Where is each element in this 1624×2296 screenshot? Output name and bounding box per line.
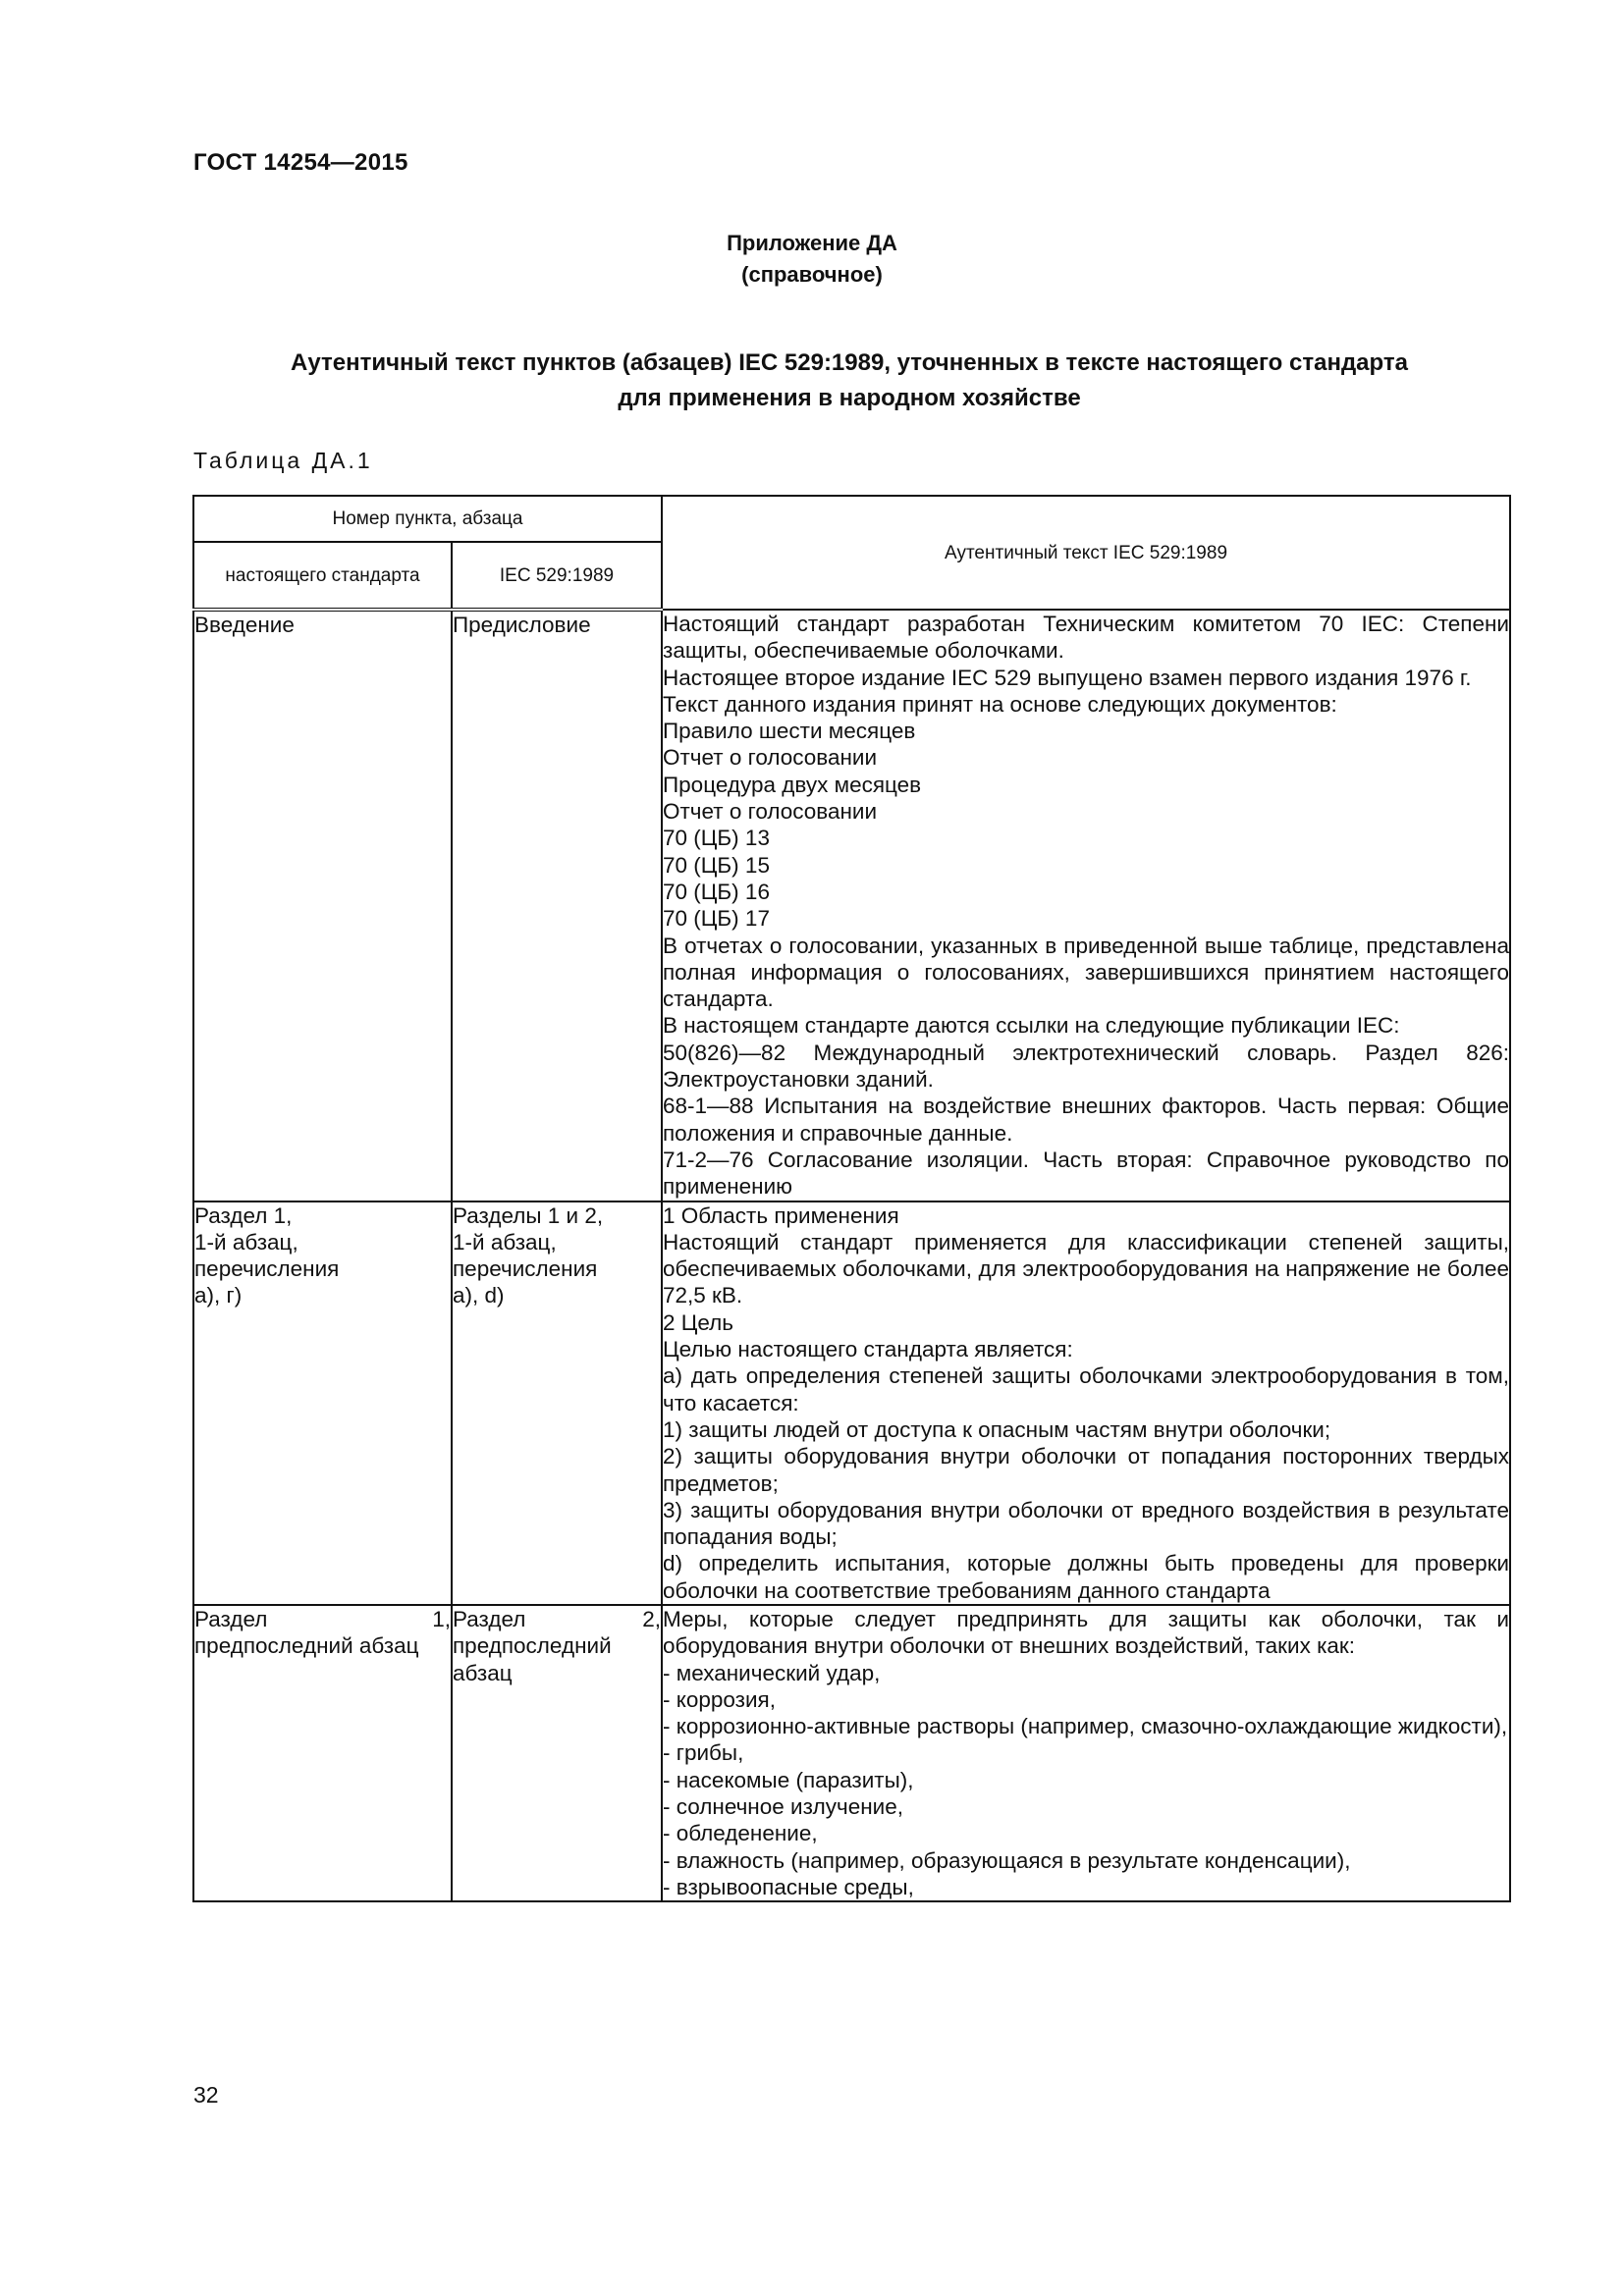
- page-number: 32: [193, 2082, 219, 2108]
- header-iec-cell: IEC 529:1989: [452, 542, 662, 610]
- header-this-standard-cell: настоящего стандарта: [193, 542, 452, 610]
- header-group-cell: Номер пункта, абзаца: [193, 496, 662, 542]
- row-2-this-standard: Раздел 1, 1-й абзац, перечисления а), г): [193, 1201, 452, 1605]
- document-id: ГОСТ 14254—2015: [193, 149, 408, 176]
- row-1-authentic-text: Настоящий стандарт разработан Техническим комитетом 70 IEC: Степени защиты, обеспечиваемые оболочками. Настоящее второе издание IEC 529 выпущено взамен первого издания 1976 г. Текст данного издания принят на основе следующих документов: Правило шести месяцев Отчет о голосовании Процедура двух месяцев Отчет о голосовании 70 (ЦБ) 13 70 (ЦБ) 15 70 (ЦБ) 16 70 (ЦБ) 17 В отчетах о голосовании, указанных в приведенной выше таблице, представлена полная информация о голосованиях, завершившихся принятием настоящего стандарта. В настоящем стандарте даются ссылки на следующие публикации IEC: 50(826)—82 Международный электротехнический словарь. Раздел 826: Электроустановки зданий. 68-1—88 Испытания на воздействие внешних факторов. Часть первая: Общие положения и справочные данные. 71-2—76 Согласование изоляции. Часть вторая: Справочное руководство по применению: [662, 610, 1510, 1201]
- appendix-heading: [0, 228, 1624, 291]
- row-3-authentic-text: Меры, которые следует предпринять для защиты как оболочки, так и оборудования внутри оболочки от внешних воздействий, таких как: - механический удар, - коррозия, - коррозионно-активные растворы (например, смазочно-охлаждающие жидкости), - грибы, - насекомые (паразиты), - солнечное излучение, - обледенение, - влажность (например, образующаяся в результате конденсации), - взрывоопасные среды,: [662, 1605, 1510, 1901]
- row-3-iec-clause: Раздел 2, предпоследний абзац: [452, 1605, 662, 1901]
- row-2-iec-clause: Разделы 1 и 2, 1-й абзац, перечисления a), d): [452, 1201, 662, 1605]
- row-1-this-standard: Введение: [193, 610, 452, 1201]
- row-2-authentic-text: 1 Область применения Настоящий стандарт применяется для классификации степеней защиты, обеспечиваемых оболочками, для электрооборудования на напряжение не более 72,5 кВ. 2 Цель Целью настоящего стандарта является: a) дать определения степеней защиты оболочками электрооборудования в том, что касается: 1) защиты людей от доступа к опасным частям внутри оболочки; 2) защиты оборудования внутри оболочки от попадания посторонних твердых предметов; 3) защиты оборудования внутри оболочки от вредного воздействия в результате попадания воды; d) определить испытания, которые должны быть проведены для проверки оболочки на соответствие требованиям данного стандарта: [662, 1201, 1510, 1605]
- table-row: [193, 1605, 1510, 1901]
- page-title: [187, 346, 1512, 416]
- appendix-type: (справочное): [741, 262, 883, 287]
- table-row: [193, 1201, 1510, 1605]
- page-title-line-1: Аутентичный текст пунктов (абзацев) IEC 529:1989, уточненных в тексте настоящего стандарта: [291, 349, 1408, 376]
- header-authentic-text-cell: Аутентичный текст IEC 529:1989: [662, 496, 1510, 610]
- table-caption: Таблица ДА.1: [193, 448, 373, 473]
- row-1-iec-clause: Предисловие: [452, 610, 662, 1201]
- table-row: [193, 610, 1510, 1201]
- row-3-this-standard: Раздел 1, предпоследний абзац: [193, 1605, 452, 1901]
- comparison-table: [192, 495, 1511, 1902]
- appendix-title: Приложение ДА: [727, 231, 897, 255]
- page-title-line-2: для применения в народном хозяйстве: [618, 385, 1081, 411]
